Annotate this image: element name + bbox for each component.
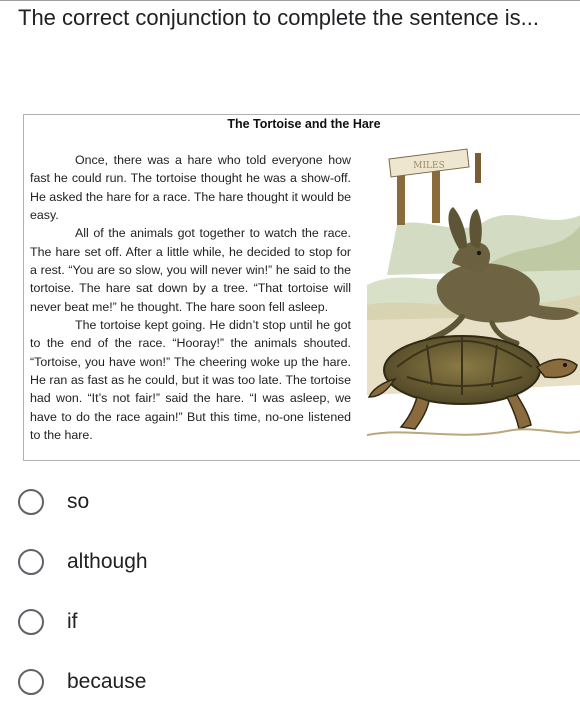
option-although[interactable]	[18, 542, 418, 582]
option-label: although	[67, 550, 148, 573]
miles-sign	[389, 149, 469, 177]
tortoise-hare-illustration	[367, 145, 580, 450]
radio-button[interactable]	[18, 609, 44, 635]
story-image	[23, 114, 580, 461]
option-label: if	[67, 610, 78, 633]
radio-button[interactable]	[18, 489, 44, 515]
miles-sign-text: MILES	[413, 161, 445, 171]
option-label: so	[67, 490, 90, 513]
story-title: The Tortoise and the Hare	[227, 117, 381, 131]
story-paragraph-2: All of the animals got together to watch the race. The hare set off. After a little while, he decided to stop for a rest. “You are so slow, you will never win!” he said to the tortoise. The hare sat down by a tree. “That tortoise will never beat me!” he thought. The hare soon fell asleep.	[30, 226, 351, 314]
story-paragraph-1: Once, there was a hare who told everyone how fast he could run. The tortoise thought he was a show-off. He asked the hare for a race. The hare thought it would be easy.	[30, 153, 351, 223]
question-text: The correct conjunction to complete the sentence is...	[18, 5, 539, 30]
option-so[interactable]	[18, 482, 418, 522]
option-because[interactable]	[18, 662, 418, 702]
story-paragraph-3: The tortoise kept going. He didn’t stop until he got to the end of the race. “Hooray!” the animals shouted. “Tortoise, you have won!” The cheering woke up the hare. He ran as fast as he could, but it was too late. The tortoise had won. “It’s not fair!” said the hare. “I was asleep, we have to do the race again!” But this time, no-one listened to the hare.	[30, 318, 351, 443]
radio-button[interactable]	[18, 549, 44, 575]
radio-button[interactable]	[18, 669, 44, 695]
option-label: because	[67, 670, 147, 693]
option-if[interactable]	[18, 602, 418, 642]
story-body	[30, 151, 351, 445]
